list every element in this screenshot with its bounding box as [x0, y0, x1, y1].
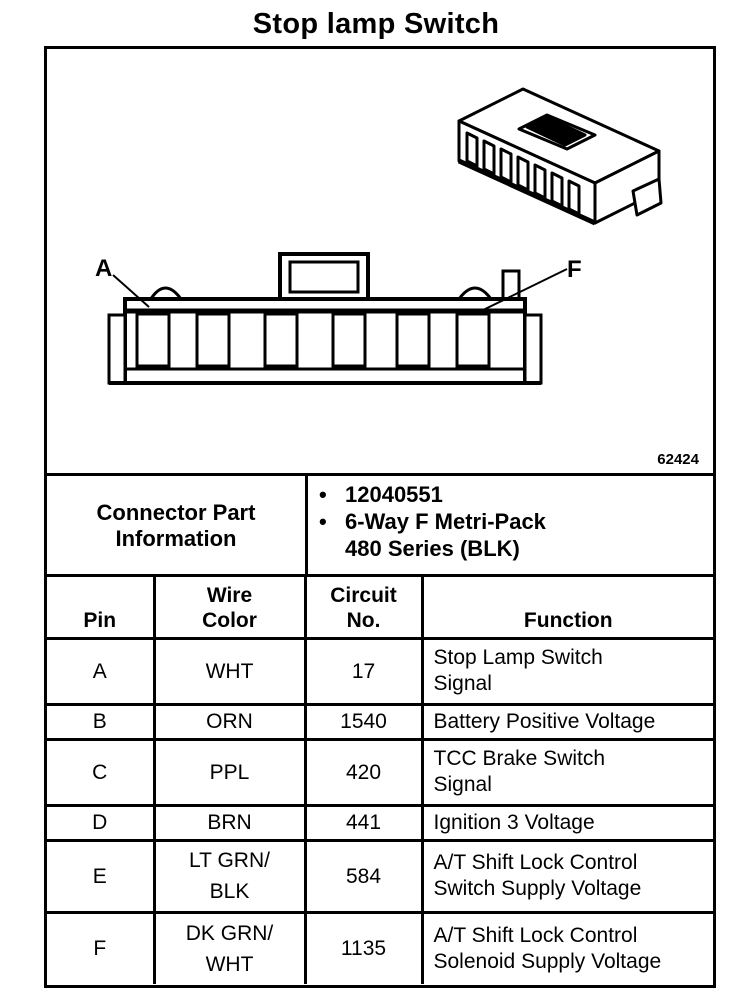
connector-part-label: [47, 477, 305, 574]
bullet-icon: •: [319, 482, 327, 507]
header-circuit-no: [305, 577, 422, 638]
table-row: [47, 805, 713, 840]
figure-number: 62424: [657, 451, 699, 468]
function-cell: [422, 805, 713, 840]
header-pin: Pin: [47, 577, 154, 638]
pin-cell: C: [47, 739, 154, 805]
connector-frame: [44, 46, 716, 988]
header-wire-color-line1: Wire: [206, 583, 253, 607]
header-circuit-line2: No.: [346, 608, 381, 632]
wire-color-cell: PPL: [154, 739, 305, 805]
connector-front-view: [109, 254, 567, 383]
table-row: [47, 912, 713, 984]
circuit-cell: 420: [305, 739, 422, 805]
function-cell: [422, 912, 713, 984]
connector-diagram: [47, 49, 713, 475]
function-text: Battery Positive Voltage: [433, 709, 656, 733]
page-title: Stop lamp Switch: [252, 8, 500, 40]
function-text: A/T Shift Lock Control Solenoid Supply Voltage: [433, 923, 662, 973]
wire-color-text: LT GRN/ BLK: [189, 849, 270, 903]
wire-color-cell: ORN: [154, 704, 305, 739]
wire-color-cell: BRN: [154, 805, 305, 840]
pin-cell: A: [47, 638, 154, 704]
wire-color-cell: WHT: [154, 638, 305, 704]
pin-f-label: F: [567, 256, 582, 283]
header-function: Function: [422, 577, 713, 638]
function-cell: [422, 704, 713, 739]
table-header-row: [47, 577, 713, 638]
pin-cell: B: [47, 704, 154, 739]
divider: [305, 476, 308, 576]
pinout-table: [47, 577, 713, 984]
table-row: [47, 739, 713, 805]
function-text: Stop Lamp Switch Signal: [433, 646, 603, 695]
header-wire-color-line2: Color: [202, 608, 257, 632]
connector-part-label-line1: Connector Part: [96, 499, 256, 525]
connector-isometric-view: [459, 89, 661, 223]
pin-cell: D: [47, 805, 154, 840]
circuit-cell: 1540: [305, 704, 422, 739]
wire-color-cell: [154, 840, 305, 912]
divider: [47, 473, 713, 476]
circuit-cell: 584: [305, 840, 422, 912]
table-row: [47, 638, 713, 704]
circuit-cell: 441: [305, 805, 422, 840]
wire-color-cell: [154, 912, 305, 984]
function-text: A/T Shift Lock Control Switch Supply Voltage: [433, 851, 642, 900]
circuit-cell: 1135: [305, 912, 422, 984]
part-description-item: [319, 508, 709, 562]
function-cell: [422, 739, 713, 805]
table-row: [47, 840, 713, 912]
table-row: [47, 704, 713, 739]
connector-part-info: [319, 481, 709, 562]
connector-illustration: [47, 49, 713, 475]
part-number: 12040551: [345, 482, 443, 507]
function-text: TCC Brake Switch Signal: [433, 747, 606, 796]
header-wire-color: [154, 577, 305, 638]
function-cell: [422, 638, 713, 704]
pin-cell: E: [47, 840, 154, 912]
header-circuit-line1: Circuit: [330, 583, 397, 607]
pin-a-label: A: [95, 255, 113, 282]
connector-part-label-line2: Information: [115, 525, 237, 551]
wire-color-text: DK GRN/ WHT: [185, 921, 274, 976]
part-number-item: [319, 481, 709, 508]
function-text: Ignition 3 Voltage: [433, 810, 595, 834]
circuit-cell: 17: [305, 638, 422, 704]
part-description: 6-Way F Metri-Pack 480 Series (BLK): [345, 509, 546, 561]
function-cell: [422, 840, 713, 912]
bullet-icon: •: [319, 509, 327, 534]
pin-cell: F: [47, 912, 154, 984]
